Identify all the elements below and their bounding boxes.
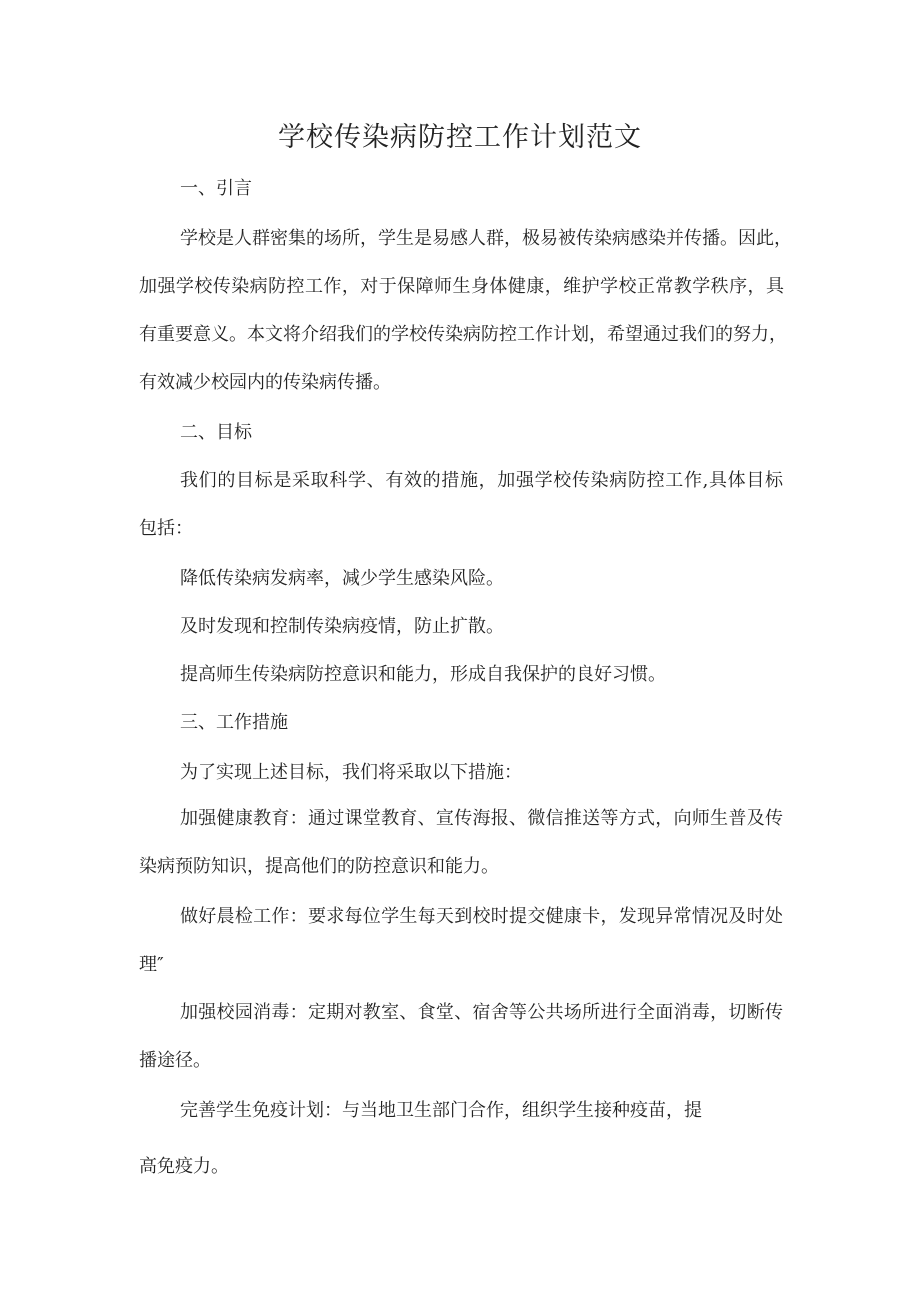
measure-line: 做好晨检工作：要求每位学生每天到校时提交健康卡，发现异常情况及时处 — [180, 906, 783, 927]
measure-line: 加强校园消毒：定期对教室、食堂、宿舍等公共场所进行全面消毒，切断传 — [180, 1002, 783, 1023]
paragraph-line: 有效减少校园内的传染病传播。 — [139, 372, 391, 393]
paragraph-line: 为了实现上述目标，我们将采取以下措施： — [180, 762, 522, 783]
section-heading-intro: 一、引言 — [180, 178, 252, 199]
paragraph-line: 我们的目标是采取科学、有效的措施，加强学校传染病防控工作,具体目标 — [180, 470, 783, 491]
paragraph-line: 学校是人群密集的场所，学生是易感人群，极易被传染病感染并传播。因此， — [180, 228, 792, 249]
measure-line: 完善学生免疫计划：与当地卫生部门合作，组织学生接种疫苗，提 — [180, 1100, 702, 1121]
measure-line: 理″ — [139, 954, 164, 975]
measure-line: 高免疫力。 — [139, 1156, 229, 1177]
section-heading-measures: 三、工作措施 — [180, 712, 288, 733]
paragraph-line: 有重要意义。本文将介绍我们的学校传染病防控工作计划，希望通过我们的努力， — [139, 324, 787, 345]
goal-item: 及时发现和控制传染病疫情，防止扩散。 — [180, 616, 504, 637]
goal-item: 降低传染病发病率，减少学生感染风险。 — [180, 568, 504, 589]
paragraph-line: 包括： — [139, 518, 193, 539]
document-title: 学校传染病防控工作计划范文 — [278, 122, 642, 153]
measure-line: 播途径。 — [139, 1050, 211, 1071]
goal-item: 提高师生传染病防控意识和能力，形成自我保护的良好习惯。 — [180, 664, 666, 685]
measure-line: 加强健康教育：通过课堂教育、宣传海报、微信推送等方式，向师生普及传 — [180, 808, 783, 829]
section-heading-goals: 二、目标 — [180, 422, 252, 443]
paragraph-line: 加强学校传染病防控工作，对于保障师生身体健康，维护学校正常教学秩序，具 — [139, 276, 784, 297]
measure-line: 染病预防知识，提高他们的防控意识和能力。 — [139, 856, 499, 877]
